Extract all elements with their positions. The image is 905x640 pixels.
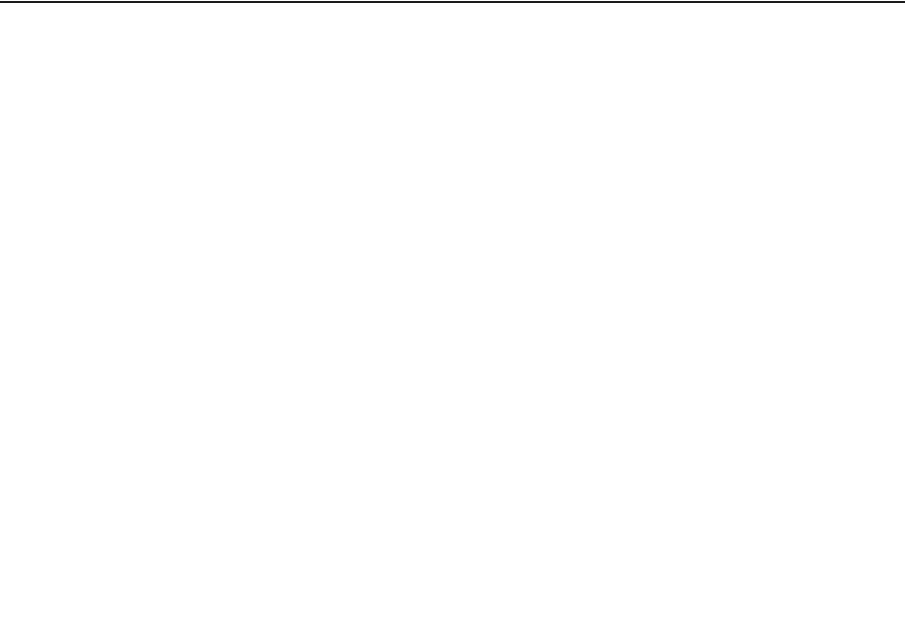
top-border [0, 1, 905, 3]
